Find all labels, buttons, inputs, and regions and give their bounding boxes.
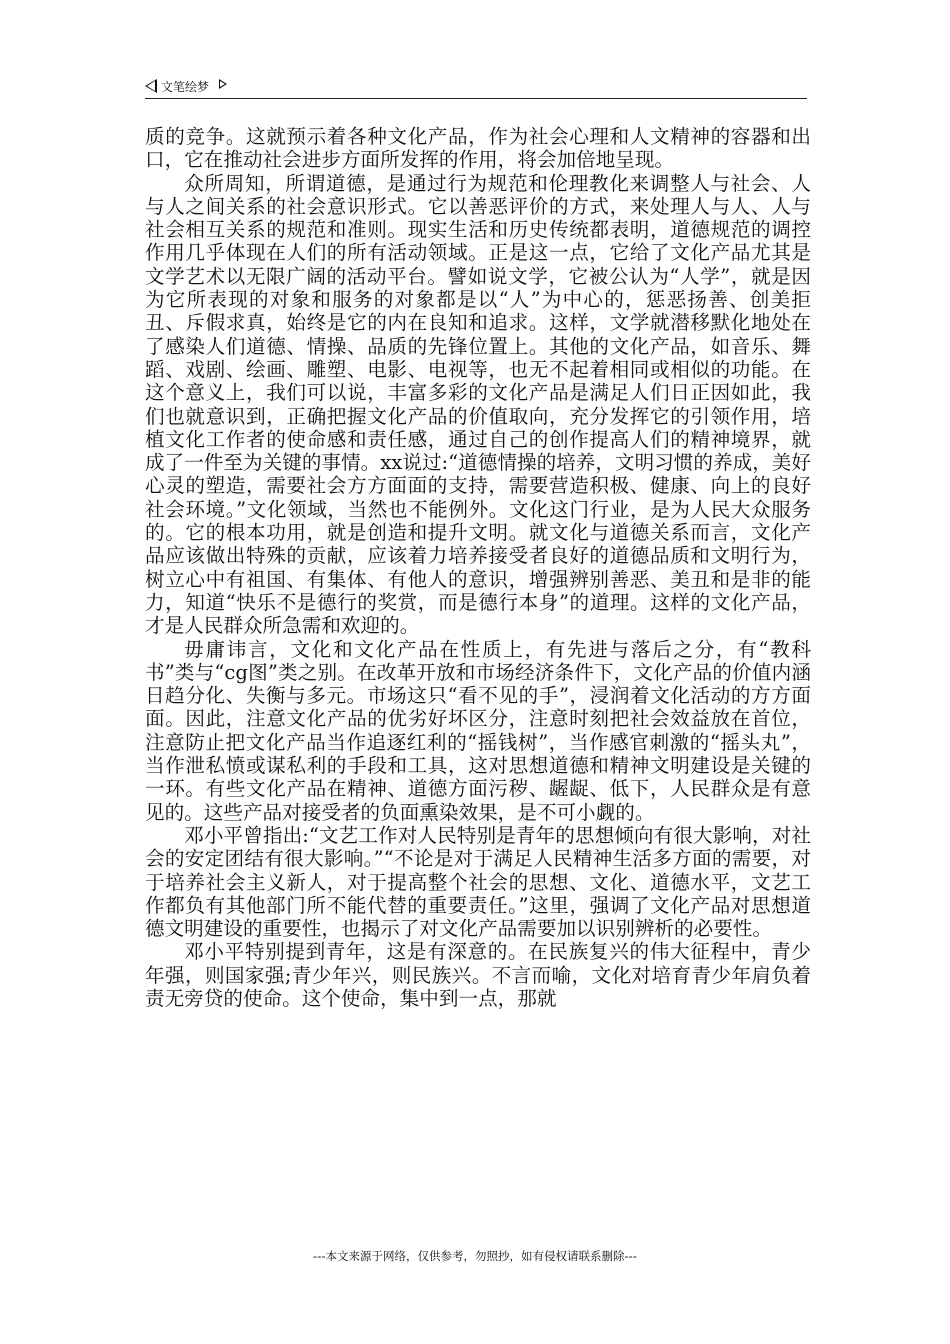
paragraph-4: 邓小平曾指出:“文艺工作对人民特别是青年的思想倾向有很大影响，对社会的安定团结有很大影响。”“不论是对于满足人民精神生活多方面的需要，对于培养社会主义新人，对于提高整个社会的思想、文化、道德水平，文艺工作都负有其他部门所不能代替的重要责任。”这里，强调了文化产品对思想道德文明建设的重要性，也揭示了对文化产品需要加以识别辨析的必要性。 — [145, 823, 811, 941]
header-title: 文笔绘梦 — [161, 79, 210, 94]
document-body — [145, 125, 811, 1010]
paragraph-3: 毋庸讳言，文化和文化产品在性质上，有先进与落后之分，有“教科书”类与“cg图”类之别。在改革开放和市场经济条件下，文化产品的价值内涵日趋分化、失衡与多元。市场这只“看不见的手”，浸润着文化活动的方方面面。因此，注意文化产品的优劣好坏区分，注意时刻把社会效益放在首位，注意防止把文化产品当作追逐红利的“摇钱树”，当作感官刺激的“摇头丸”，当作泄私愤或谋私利的手段和工具，这对思想道德和精神文明建设是关键的一环。有些文化产品在精神、道德方面污秽、龌龊、低下，人民群众是有意见的。这些产品对接受者的负面熏染效果，是不可小觑的。 — [145, 637, 811, 824]
page-header — [145, 74, 807, 99]
paragraph-2: 众所周知，所谓道德，是通过行为规范和伦理教化来调整人与社会、人与人之间关系的社会意识形式。它以善恶评价的方式，来处理人与人、人与社会相互关系的规范和准则。现实生活和历史传统都表明，道德规范的调控作用几乎体现在人们的所有活动领域。正是这一点，它给了文化产品尤其是文学艺术以无限广阔的活动平台。譬如说文学，它被公认为“人学”，就是因为它所表现的对象和服务的对象都是以“人”为中心的，惩恶扬善、创美拒丑、斥假求真，始终是它的内在良知和追求。这样，文学就潜移默化地处在了感染人们道德、情操、品质的先锋位置上。其他的文化产品，如音乐、舞蹈、戏剧、绘画、雕塑、电影、电视等，也无不起着相同或相似的功能。在这个意义上，我们可以说，丰富多彩的文化产品是满足人们日正因如此，我们也就意识到，正确把握文化产品的价值取向，充分发挥它的引领作用，培植文化工作者的使命感和责任感，通过自己的创作提高人们的精神境界，就成了一件至为关键的事情。xx说过:“道德情操的培养，文明习惯的养成，美好心灵的塑造，需要社会方方面面的支持，需要营造积极、健康、向上的良好社会环境。”文化领域，当然也不能例外。文化这门行业，是为人民大众服务的。它的根本功用，就是创造和提升文明。就文化与道德关系而言，文化产品应该做出特殊的贡献，应该着力培养接受者良好的道德品质和文明行为，树立心中有祖国、有集体、有他人的意识，增强辨别善恶、美丑和是非的能力，知道“快乐不是德行的奖赏，而是德行本身”的道理。这样的文化产品，才是人民群众所急需和欢迎的。 — [145, 171, 811, 638]
footer-disclaimer: ---本文来源于网络，仅供参考，勿照抄，如有侵权请联系删除--- — [313, 1249, 637, 1263]
paragraph-5: 邓小平特别提到青年，这是有深意的。在民族复兴的伟大征程中，青少年强，则国家强;青少年兴，则民族兴。不言而喻，文化对培育青少年肩负着责无旁贷的使命。这个使命，集中到一点，那就 — [145, 940, 811, 1010]
paragraph-1: 质的竞争。这就预示着各种文化产品，作为社会心理和人文精神的容器和出口，它在推动社会进步方面所发挥的作用，将会加倍地呈现。 — [145, 125, 811, 172]
triangle-right-icon — [219, 79, 227, 89]
triangle-left-icon — [145, 79, 157, 93]
